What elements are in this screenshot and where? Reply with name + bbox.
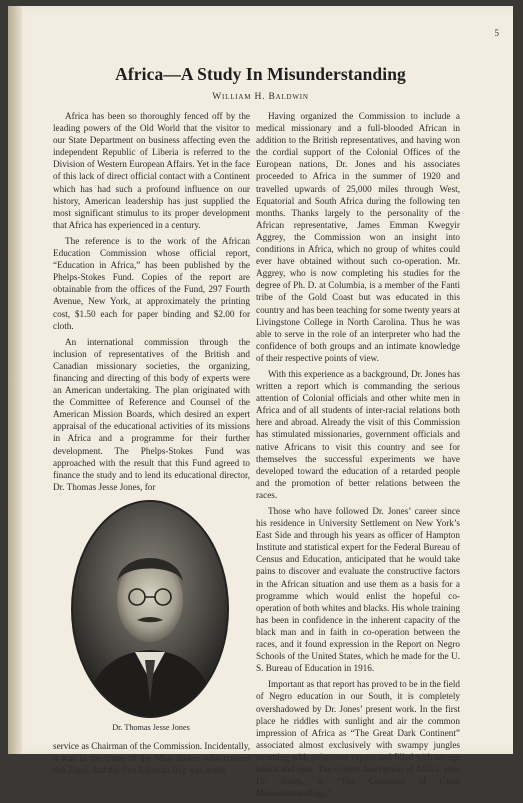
left-column <box>53 110 250 776</box>
paragraph: Africa has been so thoroughly fenced off by the leading powers of the Old World that the visitor to our State Department on business affecting even the independent Republic of Liberia is referred to the Division of Western European Affairs. Yet in the face of this lack of direct official contact with a Continent which has had such a profound influence on our history, American leadership has just supplied the most significant stimulus to its proper development that Africa has experienced in a century. <box>53 111 250 230</box>
article-author: William H. Baldwin <box>212 92 309 102</box>
paragraph: Those who have followed Dr. Jones’ career since his residence in University Settlement on New York’s East Side and through his years as officer of Hampton Institute and statistical expert for the Federal Bureau of Census and Education, anticipated that he would take pains to discover and evaluate the constructive factors in the African situation and use them as a basis for a programme which would enlist the hopeful co-operation of both whites and blacks. His whole training has been in confidence in the inherent capacity of the black man and in faith in co-operation between the races, and it found expression in the Report on Negro Schools of the United States, which he made for the U. S. Bureau of Education in 1916. <box>256 506 460 674</box>
right-column <box>256 110 460 803</box>
article-title: Africa—A Study In Misunderstanding <box>115 64 406 84</box>
magazine-page <box>8 6 513 799</box>
paragraph: An international commission through the inclusion of representatives of the British and Canadian missionary societies, the organizing, financing and directing of this body of experts were an American undertaking. The plan originated with the Committee of Reference and Counsel of the American Mission Boards, which desired an expert appraisal of the educational activities of its missions in Africa and a programme for their further development. The Phelps-Stokes Fund was approached with the result that this Fund agreed to finance the study and to lend its educational director, Dr. Thomas Jesse Jones, for <box>53 336 250 492</box>
paragraph: service as Chairman of the Commission. Incidentally, it was in the home of the Miss Stokes who created this Fund, that the first Liberian flag was made. <box>53 741 250 776</box>
portrait-caption: Dr. Thomas Jesse Jones <box>112 722 190 732</box>
portrait-figure <box>71 500 231 734</box>
paragraph: Important as that report has proved to be in the field of Negro education in our South, it is completely overshadowed by Dr. Jones’ present work. In the first place he riddles with sunlight and air the common impression of Africa as “The Great Dark Continent” associated almost exclusively with swampy jungles steaming with poisonous vapors and filled with savage beasts and men. The correct description of Africa, says Dr. Jones, is “The Continent of Great Misunderstandings.” <box>256 679 460 799</box>
portrait-photo <box>71 500 229 718</box>
paragraph: The reference is to the work of the African Education Commission whose official report, “Education in Africa,” has been published by the Phelps-Stokes Fund. Copies of the report are obtainable from the offices of the Fund, 297 Fourth Avenue, New York, at approximately the printing cost, $1.50 each for paper binding and $2.00 for cloth. <box>53 235 250 331</box>
paragraph: Having organized the Commission to include a medical missionary and a full-blooded African in addition to the British representatives, and having won the cordial support of the Colonial Offices of the European nations, Dr. Jones and his associates proceeded to Africa in the summer of 1920 and travelled upwards of 25,000 miles through West, Equatorial and South Africa during the following ten months. Thanks largely to the personality of the African representative, James Emman Kwegyir Aggrey, the Commission won an insight into conditions in Africa, which no group of whites could ever have obtained without such co-operation. Mr. Aggrey, who is now completing his studies for the degree of Ph. D. at Columbia, is a member of the Fanti tribe of the Gold Coast but was educated in this country and has been teaching for some twenty years at Livingstone College in North Carolina. Thus he was able to serve in the role of an interpreter who had the confidence of both groups and an intimate knowledge of their respective points of view. <box>256 111 460 363</box>
page-binding <box>8 6 22 754</box>
paragraph: With this experience as a background, Dr. Jones has written a report which is commanding the serious attention of Colonial officials and other white men in Africa and of all students of inter-racial relations both here and abroad. Already the visit of this Commission has stimulated missionaries, government officials and native Africans to visit this country and see for themselves the successful experiments we have developed toward the education of a retarded people and the promotion of better relations between the races. <box>256 368 460 500</box>
page-number: 5 <box>494 28 499 38</box>
